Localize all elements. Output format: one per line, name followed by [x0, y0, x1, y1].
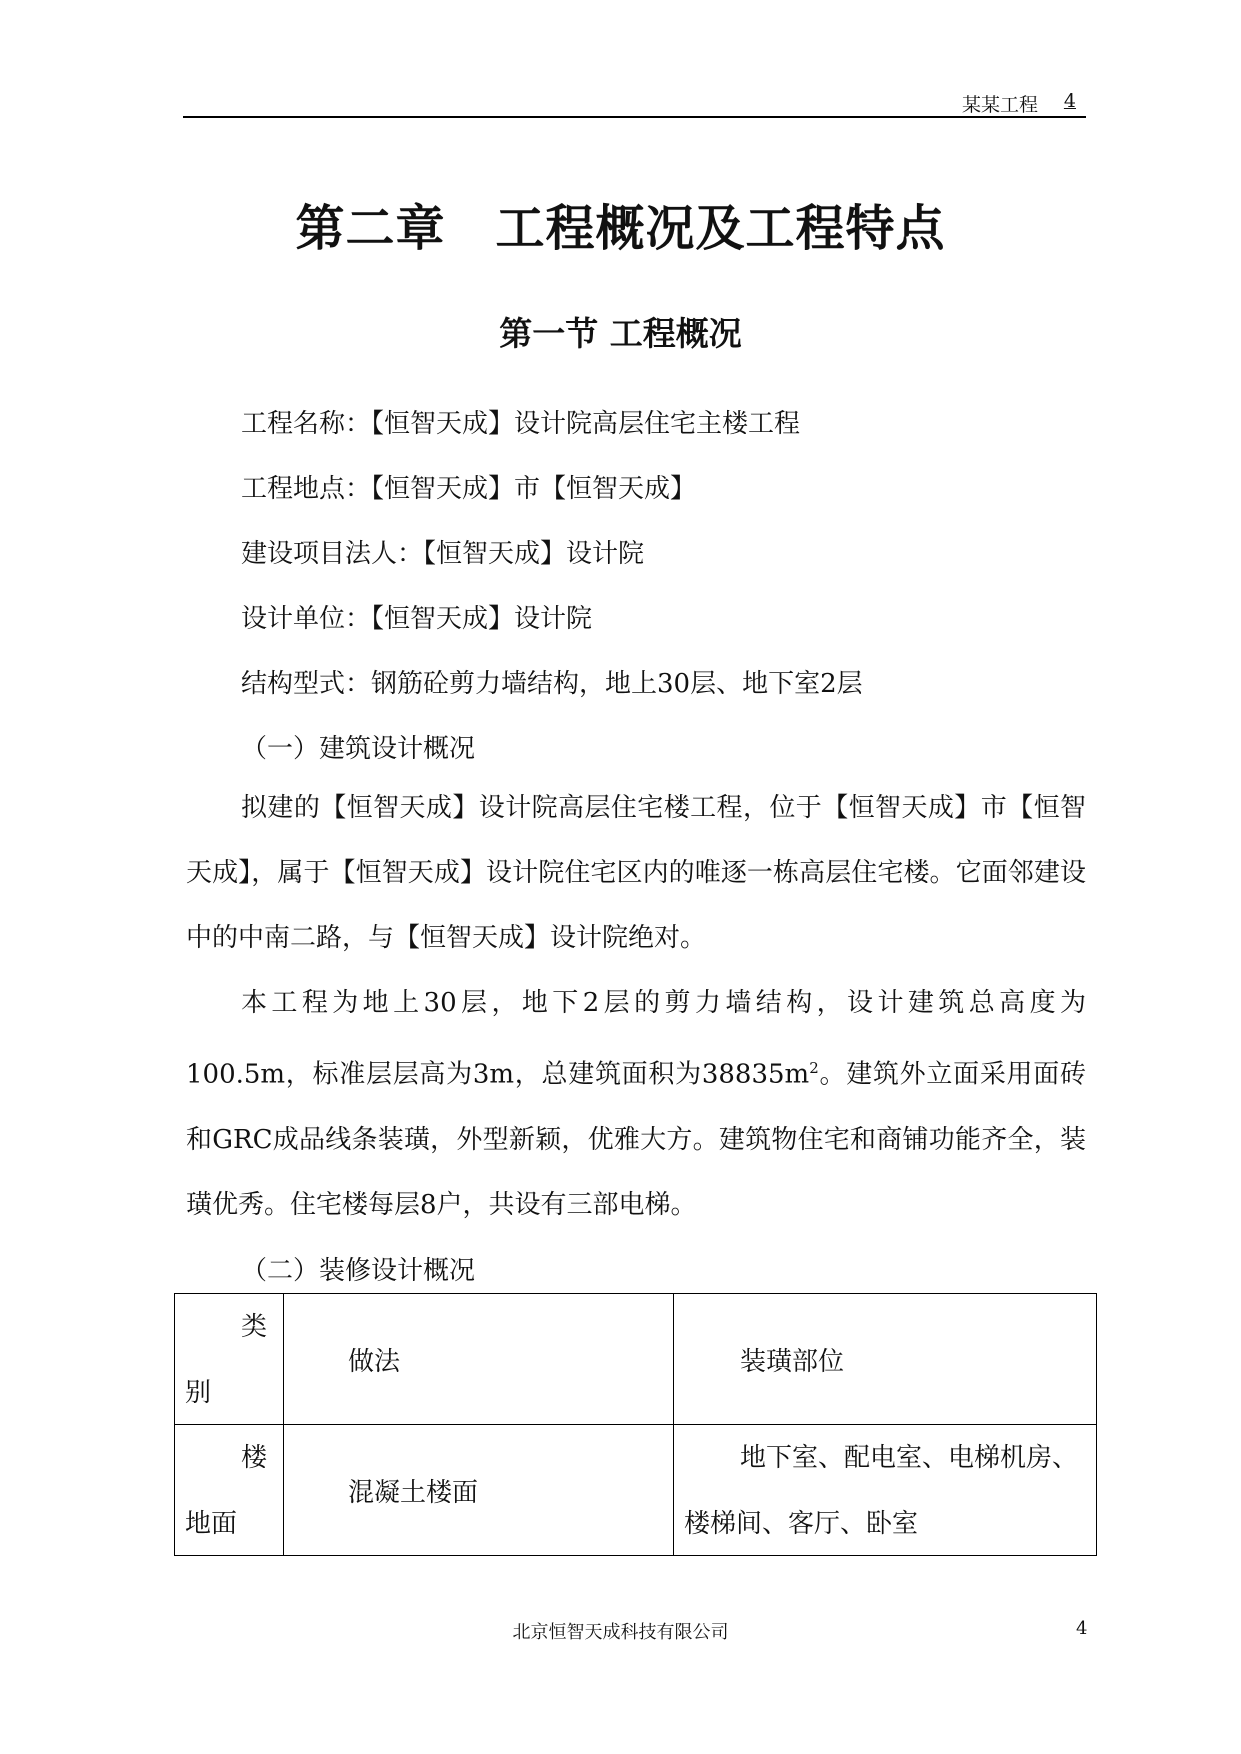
paragraph-building-details [186, 971, 1086, 1238]
subsection-decoration: （二）装修设计概况 [241, 1256, 476, 1286]
table-row [175, 1425, 1097, 1556]
chapter-title: 第二章 工程概况及工程特点 [295, 200, 946, 257]
superscript-2: 2 [809, 1059, 819, 1077]
header-cell-location [674, 1294, 1097, 1425]
paragraph-architecture: 拟建的【恒智天成】设计院高层住宅楼工程，位于【恒智天成】市【恒智天成】，属于【恒智天成】设计院住宅区内的唯逐一栋高层住宅楼。它面邻建设中的中南二路，与【恒智天成】设计院绝对。 [186, 793, 1086, 953]
header-page-number: 4 [1063, 90, 1076, 112]
info-design-unit: 设计单位：【恒智天成】设计院 [241, 604, 593, 634]
paragraph-text-part2: 。建筑外立面采用面砖和GRC成品线条装璜，外型新颖，优雅大方。建筑物住宅和商铺功能齐全，装璜优秀。住宅楼每层8户，共设有三部电梯。 [186, 1059, 1086, 1220]
footer-company: 北京恒智天成科技有限公司 [512, 1622, 729, 1643]
header-title: 某某工程 [961, 94, 1038, 116]
info-legal-entity: 建设项目法人：【恒智天成】设计院 [241, 539, 645, 569]
header-cell-method [284, 1294, 674, 1425]
row-category-bottom: 地面 [185, 1509, 238, 1539]
row-location-line1: 地下室、配电室、电梯机房、 [740, 1443, 1079, 1473]
subsection-architecture: （一）建筑设计概况 [241, 734, 476, 764]
row-location-line2: 楼梯间、客厅、卧室 [684, 1509, 919, 1539]
row-cell-category [175, 1425, 284, 1556]
table-header-row [175, 1294, 1097, 1425]
header-cell-category [175, 1294, 284, 1425]
row-cell-method [284, 1425, 674, 1556]
info-structure-type: 结构型式：钢筋砼剪力墙结构，地上30层、地下室2层 [241, 669, 863, 699]
row-category-top: 楼 [240, 1443, 267, 1473]
header-category-bottom: 别 [185, 1378, 212, 1408]
info-project-name: 工程名称：【恒智天成】设计院高层住宅主楼工程 [241, 409, 801, 439]
info-project-location: 工程地点：【恒智天成】市【恒智天成】 [241, 474, 697, 504]
paragraph-text-part1: 本工程为地上30层，地下2层的剪力墙结构，设计建筑总高度为100.5m，标准层层高为3m，总建筑面积为38835m [186, 988, 1086, 1090]
header-location-text: 装璜部位 [740, 1346, 845, 1377]
section-title: 第一节 工程概况 [499, 314, 742, 353]
header-category-top: 类 [240, 1312, 267, 1342]
page-header [183, 84, 1086, 118]
decoration-table [174, 1293, 1097, 1556]
row-cell-location [674, 1425, 1097, 1556]
row-method-text: 混凝土楼面 [348, 1477, 479, 1508]
header-method-text: 做法 [348, 1346, 401, 1377]
footer-page-number: 4 [1076, 1618, 1088, 1639]
